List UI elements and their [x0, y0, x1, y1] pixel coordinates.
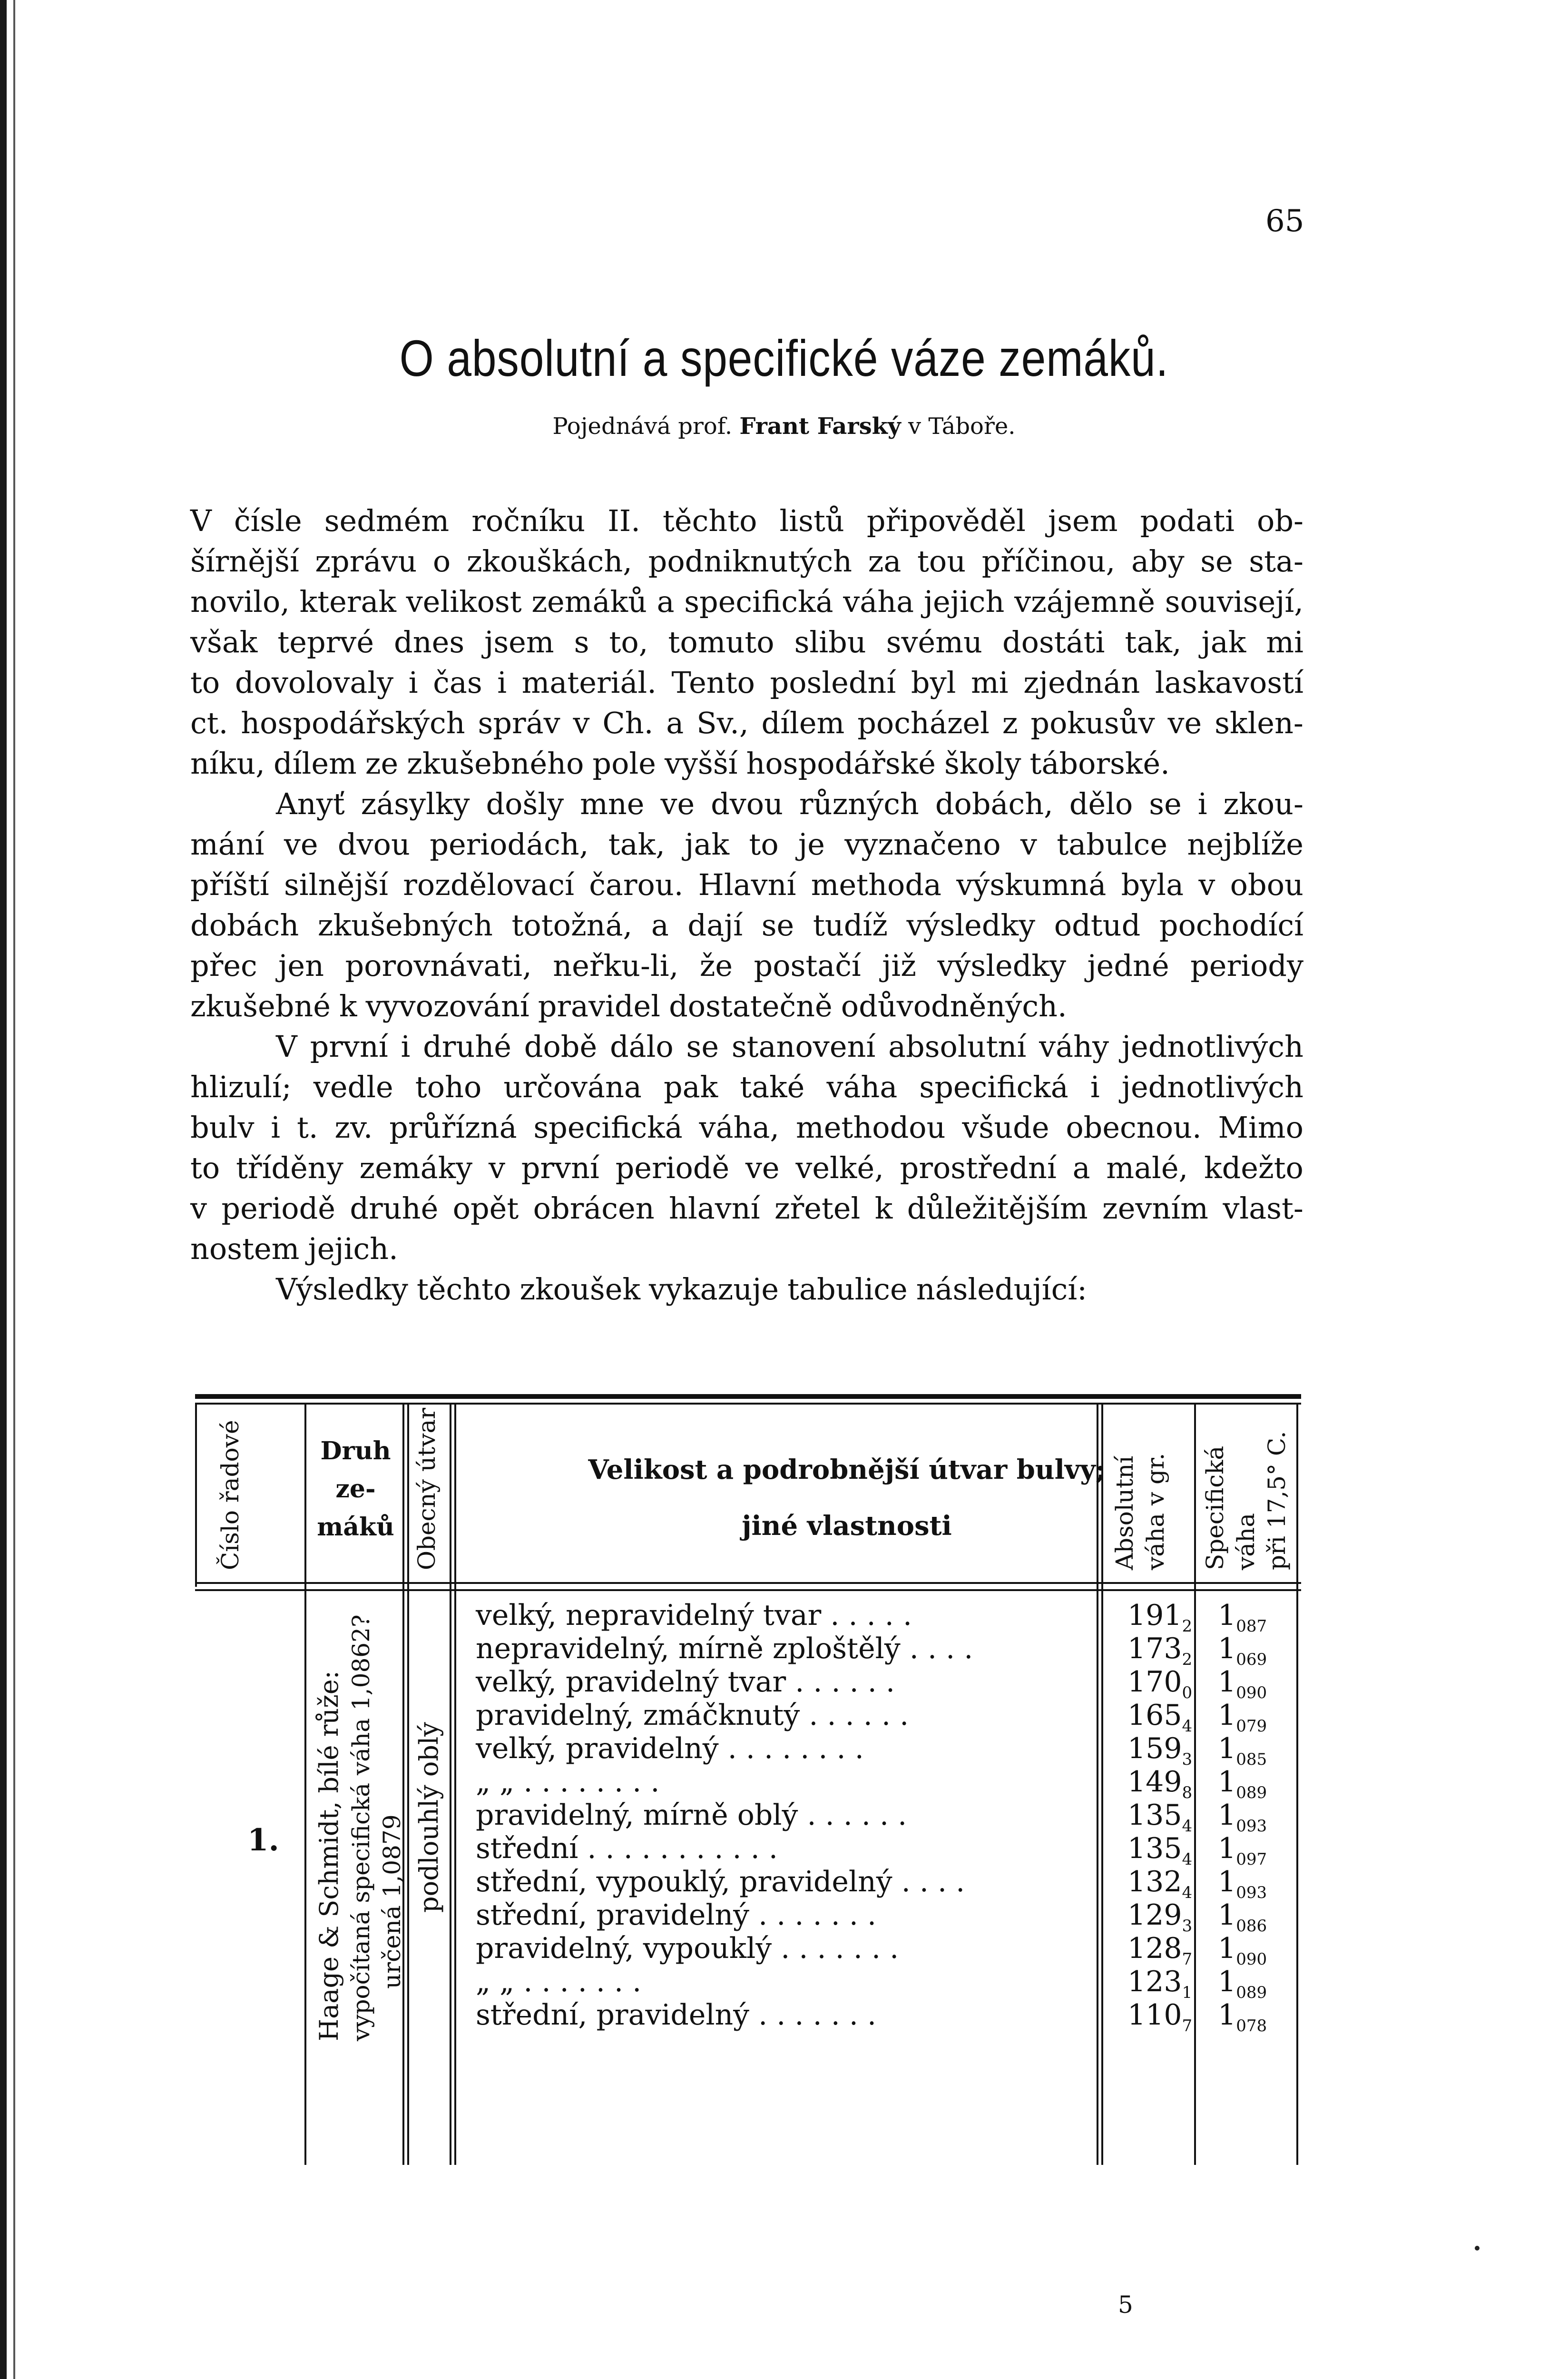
- table-row: [195, 1865, 1301, 1902]
- abs-decimal: 0: [1182, 1683, 1193, 1702]
- spec-int: 1: [1218, 1799, 1236, 1832]
- spec-decimal: 086: [1236, 1917, 1267, 1936]
- row-description: velký, nepravidelný tvar . . . . .: [476, 1599, 912, 1632]
- abs-int: 170: [1127, 1665, 1182, 1699]
- spec-decimal: 090: [1236, 1950, 1267, 1969]
- header-absolutni-2: váha v gr.: [1142, 1453, 1169, 1570]
- header-specificka-3: při 17,5° C.: [1263, 1431, 1291, 1570]
- spec-int: 1: [1218, 1765, 1236, 1799]
- table-row: [195, 1932, 1301, 1969]
- spec-int: 1: [1218, 1832, 1236, 1865]
- table-row: [195, 1965, 1301, 2002]
- abs-decimal: 7: [1182, 1950, 1193, 1969]
- row-specific-weight: [1218, 1599, 1267, 1636]
- text-line: níku, dílem ze zkušebného pole vyšší hospodářské školy táborské.: [190, 746, 1170, 781]
- abs-int: 129: [1127, 1898, 1182, 1932]
- abs-decimal: 8: [1182, 1783, 1193, 1802]
- spec-decimal: 085: [1236, 1750, 1267, 1769]
- spec-decimal: 093: [1236, 1883, 1267, 1902]
- row-specific-weight: [1218, 1665, 1267, 1702]
- spec-int: 1: [1218, 1632, 1236, 1665]
- row-absolute-weight: [1127, 1732, 1192, 1769]
- abs-int: 173: [1127, 1632, 1182, 1665]
- abs-int: 123: [1127, 1965, 1182, 1998]
- row-specific-weight: [1218, 1765, 1267, 1802]
- row-description: velký, pravidelný tvar . . . . . .: [476, 1665, 895, 1699]
- row-absolute-weight: [1127, 1898, 1192, 1936]
- spec-int: 1: [1218, 1998, 1236, 2032]
- row-specific-weight: [1218, 1632, 1267, 1669]
- table-top-rule: [195, 1394, 1301, 1399]
- text-line: však teprvé dnes jsem s to, tomuto slibu svému dostáti tak, jak mi: [190, 625, 1303, 659]
- row-specific-weight: [1218, 1898, 1267, 1936]
- text-line: bulv i t. zv. průřízná specifická váha, methodou všude obecnou. Mimo: [190, 1110, 1303, 1145]
- abs-int: 165: [1127, 1699, 1182, 1732]
- row-description: střední . . . . . . . . . . .: [476, 1832, 778, 1865]
- abs-int: 135: [1127, 1832, 1182, 1865]
- spec-int: 1: [1218, 1865, 1236, 1898]
- spec-decimal: 069: [1236, 1650, 1267, 1669]
- text-line: Výsledky těchto zkoušek vykazuje tabulice následující:: [276, 1272, 1088, 1307]
- row-specific-weight: [1218, 1732, 1267, 1769]
- row-specific-weight: [1218, 1699, 1267, 1736]
- abs-decimal: 4: [1182, 1883, 1193, 1902]
- scan-speck: [1475, 2246, 1480, 2251]
- spec-decimal: 089: [1236, 1983, 1267, 2002]
- text-line: zkušebné k vyvozování pravidel dostatečně odůvodněných.: [190, 989, 1067, 1023]
- text-line: hlizulí; vedle toho určována pak také váha specifická i jednotlivých: [190, 1070, 1303, 1104]
- scan-edge-line: [13, 0, 15, 2379]
- abs-decimal: 7: [1182, 2016, 1193, 2035]
- text-line: nostem jejich.: [190, 1231, 398, 1266]
- header-absolutni-1: Absolutní: [1111, 1455, 1138, 1570]
- spec-int: 1: [1218, 1932, 1236, 1965]
- druh-line-2: vypočítaná specifická váha 1,0862?: [347, 1614, 375, 2041]
- row-absolute-weight: [1127, 1632, 1192, 1669]
- table-row: [195, 1732, 1301, 1769]
- abs-int: 132: [1127, 1865, 1182, 1898]
- spec-int: 1: [1218, 1898, 1236, 1932]
- abs-int: 159: [1127, 1732, 1182, 1765]
- header-bottom-rule-2: [195, 1589, 1301, 1591]
- text-line: novilo, kterak velikost zemáků a specifická váha jejich vzájemně souvisejí,: [190, 584, 1303, 619]
- header-cislo: Číslo řadové: [216, 1420, 244, 1570]
- abs-decimal: 4: [1182, 1850, 1193, 1869]
- row-absolute-weight: [1127, 1665, 1192, 1702]
- author-prefix: Pojednává prof.: [552, 413, 733, 440]
- abs-int: 128: [1127, 1932, 1182, 1965]
- spec-decimal: 087: [1236, 1617, 1267, 1636]
- header-velikost-1: Velikost a podrobnější útvar bulvy;: [588, 1454, 1106, 1485]
- spec-decimal: 089: [1236, 1783, 1267, 1802]
- page-number: 65: [1265, 204, 1304, 239]
- spec-decimal: 093: [1236, 1817, 1267, 1836]
- article-body: [190, 501, 1303, 1309]
- row-description: pravidelný, zmáčknutý . . . . . .: [476, 1699, 909, 1732]
- header-druh: [314, 1432, 397, 1546]
- header-velikost-2: jiné vlastnosti: [742, 1510, 952, 1542]
- footer-mark: 5: [1118, 2291, 1133, 2319]
- abs-int: 149: [1127, 1765, 1182, 1799]
- table-row: [195, 1599, 1301, 1636]
- text-line: to dovolovaly i čas i materiál. Tento poslední byl mi zjednán laskavostí: [190, 665, 1303, 700]
- row-description: střední, pravidelný . . . . . . .: [476, 1898, 877, 1932]
- row-number: 1.: [247, 1822, 279, 1858]
- abs-decimal: 3: [1182, 1750, 1193, 1769]
- table-row: [195, 1799, 1301, 1836]
- abs-int: 135: [1127, 1799, 1182, 1832]
- row-description: „ „ . . . . . . . .: [476, 1765, 660, 1799]
- table-row: [195, 1998, 1301, 2035]
- header-specificka-2: váha: [1232, 1513, 1260, 1570]
- abs-decimal: 3: [1182, 1917, 1193, 1936]
- table-top-rule-thin: [195, 1403, 1301, 1405]
- table-row: [195, 1665, 1301, 1702]
- scan-edge: [0, 0, 7, 2379]
- spec-decimal: 079: [1236, 1717, 1267, 1736]
- row-specific-weight: [1218, 1865, 1267, 1902]
- text-line: V první i druhé době dálo se stanovení absolutní váhy jednotlivých: [276, 1029, 1303, 1064]
- text-line: mání ve dvou periodách, tak, jak to je vyznačeno v tabulce nejblíže: [190, 827, 1303, 862]
- header-utvar: Obecný útvar: [413, 1407, 441, 1570]
- row-description: velký, pravidelný . . . . . . . .: [476, 1732, 864, 1765]
- table-row: [195, 1632, 1301, 1669]
- table-row: [195, 1765, 1301, 1802]
- text-line: Anyť zásylky došly mne ve dvou různých dobách, dělo se i zkou-: [276, 786, 1303, 821]
- row-description: střední, pravidelný . . . . . . .: [476, 1998, 877, 2032]
- row-description: pravidelný, vypouklý . . . . . . .: [476, 1932, 899, 1965]
- text-line: V čísle sedmém ročníku II. těchto listů připověděl jsem podati ob-: [190, 503, 1303, 538]
- abs-int: 191: [1127, 1599, 1182, 1632]
- abs-decimal: 4: [1182, 1817, 1193, 1836]
- header-specificka-1: Specifická: [1201, 1445, 1229, 1570]
- row-specific-weight: [1218, 1832, 1267, 1869]
- table-row: [195, 1699, 1301, 1736]
- table-row: [195, 1832, 1301, 1869]
- spec-int: 1: [1218, 1665, 1236, 1699]
- row-description: střední, vypouklý, pravidelný . . . .: [476, 1865, 965, 1898]
- author-line: [0, 413, 1568, 440]
- header-druh-2: ze-: [335, 1475, 376, 1504]
- row-specific-weight: [1218, 1799, 1267, 1836]
- text-line: příští silnější rozdělovací čarou. Hlavní methoda výskumná byla v obou: [190, 867, 1303, 902]
- spec-decimal: 078: [1236, 2016, 1267, 2035]
- spec-int: 1: [1218, 1599, 1236, 1632]
- row-absolute-weight: [1127, 1599, 1192, 1636]
- row-absolute-weight: [1127, 1765, 1192, 1802]
- row-specific-weight: [1218, 1998, 1267, 2035]
- row-absolute-weight: [1127, 1832, 1192, 1869]
- row-specific-weight: [1218, 1965, 1267, 2002]
- abs-decimal: 4: [1182, 1717, 1193, 1736]
- spec-int: 1: [1218, 1965, 1236, 1998]
- row-absolute-weight: [1127, 1799, 1192, 1836]
- spec-decimal: 090: [1236, 1683, 1267, 1702]
- header-druh-3: máků: [317, 1513, 394, 1542]
- abs-decimal: 2: [1182, 1617, 1193, 1636]
- text-line: přec jen porovnávati, neřku-li, že postačí již výsledky jedné periody: [190, 948, 1303, 983]
- abs-int: 110: [1127, 1998, 1182, 2032]
- author-name: Frant Farský: [739, 413, 901, 440]
- row-absolute-weight: [1127, 1965, 1192, 2002]
- row-absolute-weight: [1127, 1699, 1192, 1736]
- druh-line-3: určená 1,0879: [378, 1814, 406, 1989]
- header-bottom-rule: [195, 1582, 1301, 1584]
- row-absolute-weight: [1127, 1865, 1192, 1902]
- col-line-0: [195, 1404, 197, 1587]
- text-line: ct. hospodářských správ v Ch. a Sv., dílem pocházel z pokusův ve sklen-: [190, 706, 1303, 740]
- abs-decimal: 1: [1182, 1983, 1193, 2002]
- row-description: nepravidelný, mírně zploštělý . . . .: [476, 1632, 973, 1665]
- text-line: to tříděny zemáky v první periodě ve velké, prostřední a malé, kdežto: [190, 1150, 1303, 1185]
- row-specific-weight: [1218, 1932, 1267, 1969]
- text-line: dobách zkušebných totožná, a dají se tudíž výsledky odtud pochodící: [190, 908, 1303, 943]
- spec-int: 1: [1218, 1732, 1236, 1765]
- spec-int: 1: [1218, 1699, 1236, 1732]
- author-suffix: v Táboře.: [908, 413, 1016, 440]
- abs-decimal: 2: [1182, 1650, 1193, 1669]
- row-absolute-weight: [1127, 1998, 1192, 2035]
- spec-decimal: 097: [1236, 1850, 1267, 1869]
- text-line: šírnější zprávu o zkouškách, podniknutých za tou příčinou, aby se sta-: [190, 544, 1303, 579]
- row-absolute-weight: [1127, 1932, 1192, 1969]
- row-description: pravidelný, mírně oblý . . . . . .: [476, 1799, 907, 1832]
- article-title: O absolutní a specifické váze zemáků.: [399, 329, 1169, 387]
- druh-line-1: Haage & Schmidt, bílé růže:: [314, 1671, 344, 2041]
- header-druh-1: Druh: [320, 1436, 391, 1465]
- text-line: v periodě druhé opět obrácen hlavní zřetel k důležitějším zevním vlast-: [190, 1191, 1303, 1226]
- utvar-text: podlouhlý oblý: [414, 1722, 444, 1913]
- row-description: „ „ . . . . . . .: [476, 1965, 642, 1998]
- table-row: [195, 1898, 1301, 1936]
